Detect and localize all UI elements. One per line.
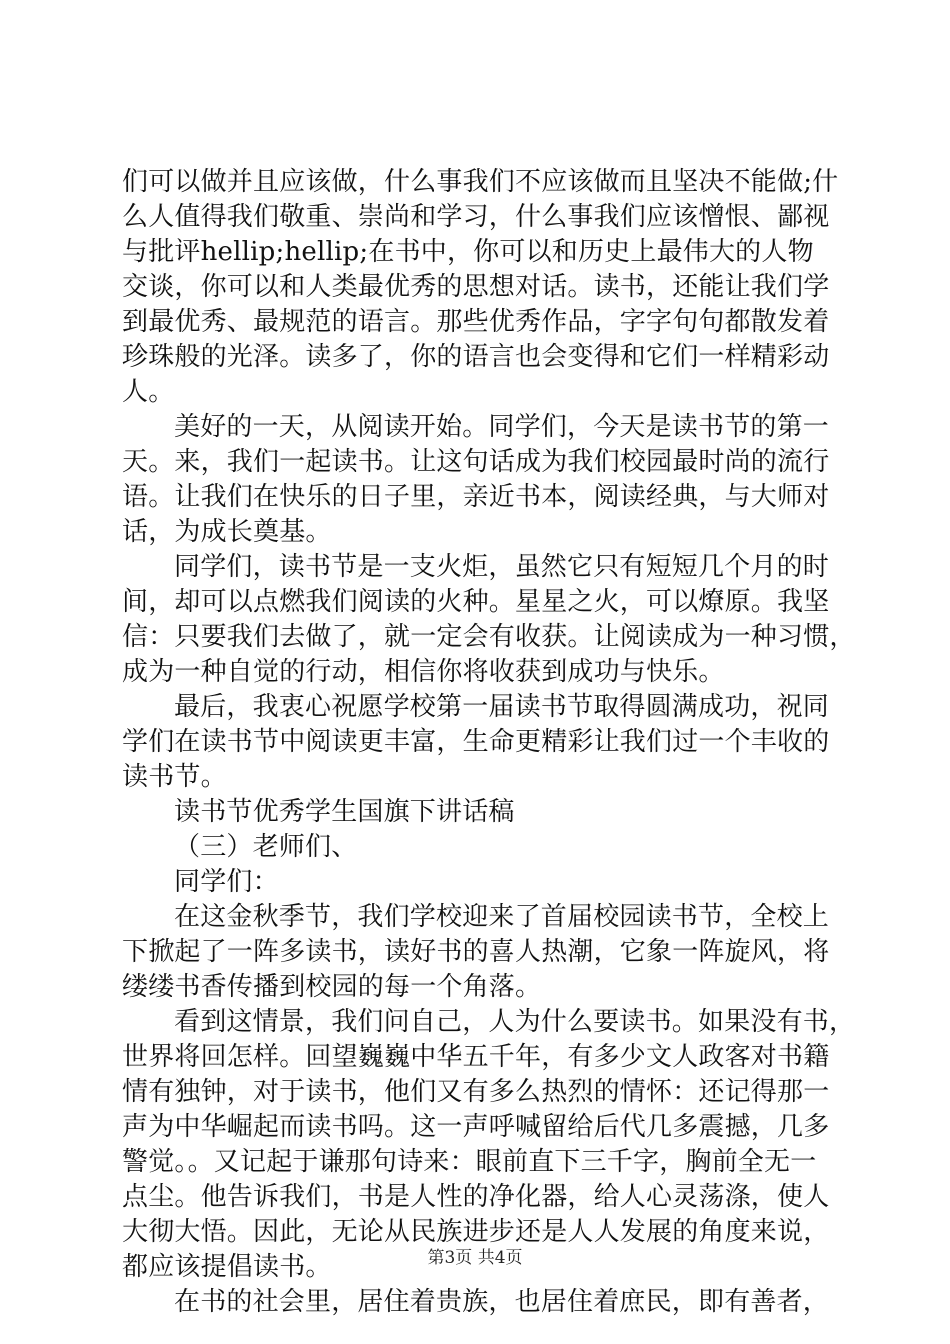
text-line: 语。让我们在快乐的日子里，亲近书本，阅读经典，与大师对	[122, 482, 830, 512]
text-line: 声为中华崛起而读书吗。这一声呼喊留给后代几多震撼，几多	[122, 1112, 830, 1142]
text-line: 成为一种自觉的行动，相信你将收获到成功与快乐。	[122, 657, 725, 687]
body-text	[122, 165, 856, 1320]
text-line: 在书的社会里，居住着贵族，也居住着庶民，即有善者，	[174, 1287, 830, 1317]
text-line: 学们在读书节中阅读更丰富，生命更精彩让我们过一个丰收的	[122, 727, 830, 757]
text-line: 话，为成长奠基。	[122, 517, 332, 547]
text-line: 世界将回怎样。回望巍巍中华五千年，有多少文人政客对书籍	[122, 1042, 830, 1072]
salutation-line: 同学们：	[174, 867, 279, 897]
text-line: 美好的一天，从阅读开始。同学们，今天是读书节的第一	[174, 412, 830, 442]
text-line: 缕缕书香传播到校园的每一个角落。	[122, 972, 542, 1002]
text-line: 人。	[122, 377, 175, 407]
salutation-line: （三）老师们、	[174, 832, 358, 862]
text-line: 大彻大悟。因此，无论从民族进步还是人人发展的角度来说，	[122, 1217, 830, 1247]
page-footer: 第3页 共4页	[427, 1248, 523, 1268]
text-line: 们可以做并且应该做，什么事我们不应该做而且坚决不能做;什	[122, 167, 839, 197]
text-line: 点尘。他告诉我们，书是人性的净化器，给人心灵荡涤，使人	[122, 1182, 830, 1212]
text-line: 警觉。。又记起于谦那句诗来：眼前直下三千字，胸前全无一	[122, 1147, 817, 1177]
text-line: 同学们，读书节是一支火炬，虽然它只有短短几个月的时	[174, 552, 830, 582]
text-line: 看到这情景，我们问自己，人为什么要读书。如果没有书，	[174, 1007, 856, 1037]
text-line: 么人值得我们敬重、崇尚和学习，什么事我们应该憎恨、鄙视	[122, 202, 830, 232]
text-line: 信：只要我们去做了，就一定会有收获。让阅读成为一种习惯，	[122, 622, 856, 652]
text-line: 间，却可以点燃我们阅读的火种。星星之火，可以燎原。我坚	[122, 587, 830, 617]
text-line: 在这金秋季节，我们学校迎来了首届校园读书节，全校上	[174, 902, 830, 932]
text-line: 交谈，你可以和人类最优秀的思想对话。读书，还能让我们学	[122, 272, 830, 302]
text-line: 最后，我衷心祝愿学校第一届读书节取得圆满成功，祝同	[174, 692, 830, 722]
section-heading: 读书节优秀学生国旗下讲话稿	[174, 797, 515, 827]
text-line: 到最优秀、最规范的语言。那些优秀作品，字字句句都散发着	[122, 307, 830, 337]
text-line: 与批评hellip;hellip;在书中，你可以和历史上最伟大的人物	[122, 237, 814, 267]
text-line: 读书节。	[122, 762, 227, 792]
text-line: 情有独钟，对于读书，他们又有多么热烈的情怀：还记得那一	[122, 1077, 830, 1107]
text-line: 天。来，我们一起读书。让这句话成为我们校园最时尚的流行	[122, 447, 830, 477]
text-line: 都应该提倡读书。	[122, 1252, 332, 1282]
text-line: 下掀起了一阵多读书，读好书的喜人热潮，它象一阵旋风，将	[122, 937, 830, 967]
text-line: 珍珠般的光泽。读多了，你的语言也会变得和它们一样精彩动	[122, 342, 830, 372]
